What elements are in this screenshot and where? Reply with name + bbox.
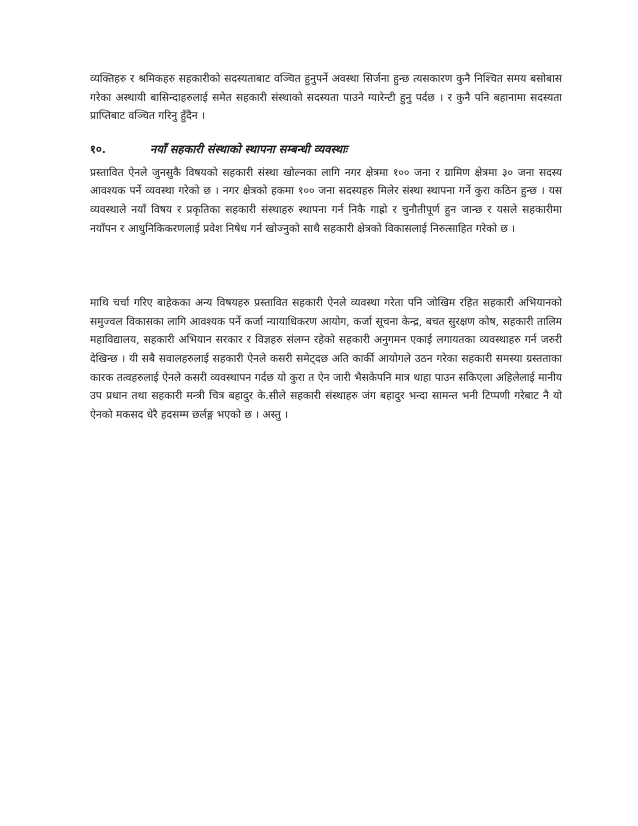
paragraph-membership: व्यक्तिहरु र श्रमिकहरु सहकारीको सदस्यताबाट वञ्चित हुनुपर्ने अवस्था सिर्जना हुन्छ त्यसकारण कुनै निश्चित समय बसोबास गरेका अस्थायी बासिन्दाहरुलाई समेत सहकारी संस्थाको सदस्यता पाउने ग्यारेन्टी हुनु पर्दछ । र कुनै पनि बहानामा सदस्यता प्राप्तिबाट वञ्चित गरिनु हुँदैन ।	[90, 73, 562, 123]
paragraph-conclusion: माथि चर्चा गरिए बाहेकका अन्य विषयहरु प्रस्तावित सहकारी ऐनले व्यवस्था गरेता पनि जोखिम रहित सहकारी अभियानको समुज्वल विकासका लागि आवश्यक पर्ने कर्जा न्यायाधिकरण आयोग, कर्जा सूचना केन्द्र, बचत सुरक्षण कोष, सहकारी तालिम महाविद्यालय, सहकारी अभियान सरकार र विज्ञहरु संलग्न रहेको सहकारी अनुगमन एकाई लगायतका व्यवस्थाहरु गर्न जरुरी देखिन्छ । यी सबै सवालहरुलाई सहकारी ऐनले कसरी समेट्दछ अति कार्की आयोगले उठन गरेका सहकारी समस्या ग्रस्तताका कारक तत्वहरुलाई ऐनले कसरी व्यवस्थापन गर्दछ यो कुरा त ऐन जारी भैसकेपनि मात्र थाहा पाउन सकिएला अहिलेलाई मानीय उप प्रधान तथा सहकारी मन्त्री चित्र बहादुर के.सीले सहकारी संस्थाहरु जंग बहादुर भन्दा सामन्त भनी टिप्पणी गरेबाट नै यो ऐनको मकसद धेरै हदसम्म छर्लङ्ग भएको छ । अस्तु ।	[90, 297, 562, 421]
paragraph-new-cooperative: प्रस्तावित ऐनले जुनसुकै विषयको सहकारी संस्था खोल्नका लागि नगर क्षेत्रमा १०० जना र ग्रामिण क्षेत्रमा ३० जना सदस्य आवश्यक पर्ने व्यवस्था गरेको छ । नगर क्षेत्रको हकमा १०० जना सदस्यहरु मिलेर संस्था स्थापना गर्ने कुरा कठिन हुन्छ । यस व्यवस्थाले नयाँ विषय र प्रकृतिका सहकारी संस्थाहरु स्थापना गर्न निकै गाह्रो र चुनौतीपूर्ण हुन जान्छ र यसले सहकारीमा नयाँपन र आधुनिकिकरणलाई प्रवेश निषेध गर्न खोज्नुको साथै सहकारी क्षेत्रको विकासलाई निरुत्साहित गरेको छ ।	[90, 166, 562, 235]
document-page	[90, 70, 562, 424]
section-heading	[90, 140, 562, 158]
section-number: १०.	[90, 141, 106, 156]
section-title: नयाँ सहकारी संस्थाको स्थापना सम्बन्धी व्यवस्थाः	[150, 141, 348, 156]
